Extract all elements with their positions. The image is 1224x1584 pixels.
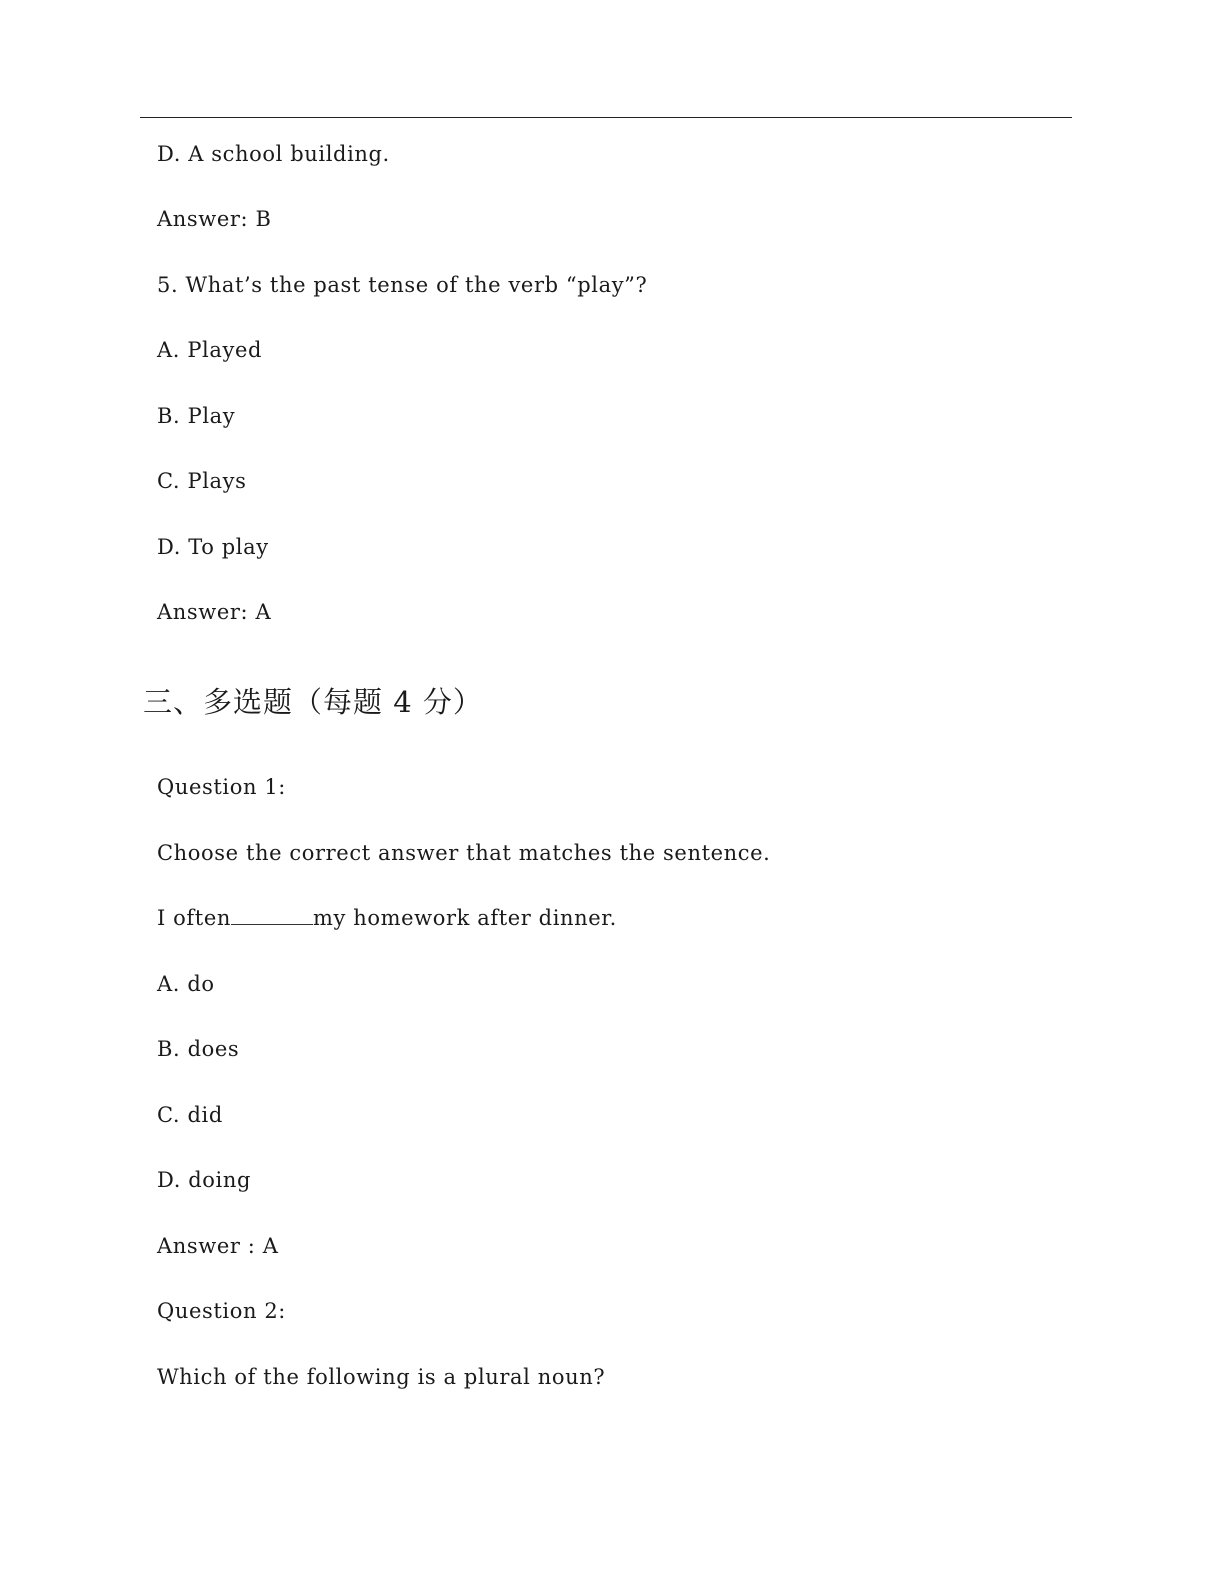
mc-q1-option-a: A. do	[157, 972, 215, 996]
q5-option-a: A. Played	[157, 338, 263, 362]
q5-option-b: B. Play	[157, 404, 236, 428]
mc-q1-option-b: B. does	[157, 1037, 240, 1061]
mc-q1-instruction: Choose the correct answer that matches the sentence.	[157, 841, 771, 865]
section-heading: 三、多选题（每题 4 分）	[143, 685, 483, 719]
mc-q1-option-c: C. did	[157, 1103, 223, 1127]
sentence-after-blank: my homework after dinner.	[312, 906, 617, 930]
mc-q1-sentence	[157, 903, 617, 933]
mc-q2-label: Question 2:	[157, 1299, 286, 1323]
option-d-school-building: D. A school building.	[157, 142, 390, 166]
q5-answer: Answer: A	[157, 600, 272, 624]
q5-option-c: C. Plays	[157, 469, 247, 493]
mc-q1-label: Question 1:	[157, 775, 286, 799]
answer-line: Answer: B	[157, 207, 272, 231]
mc-q1-option-d: D. doing	[157, 1168, 252, 1192]
header-rule	[140, 117, 1072, 118]
fill-in-blank	[231, 906, 313, 925]
sentence-before-blank: I often	[157, 906, 231, 930]
mc-q1-answer: Answer : A	[157, 1234, 279, 1258]
question-5-stem: 5. What’s the past tense of the verb “play”?	[157, 273, 648, 297]
mc-q2-stem: Which of the following is a plural noun?	[157, 1365, 606, 1389]
q5-option-d: D. To play	[157, 535, 269, 559]
